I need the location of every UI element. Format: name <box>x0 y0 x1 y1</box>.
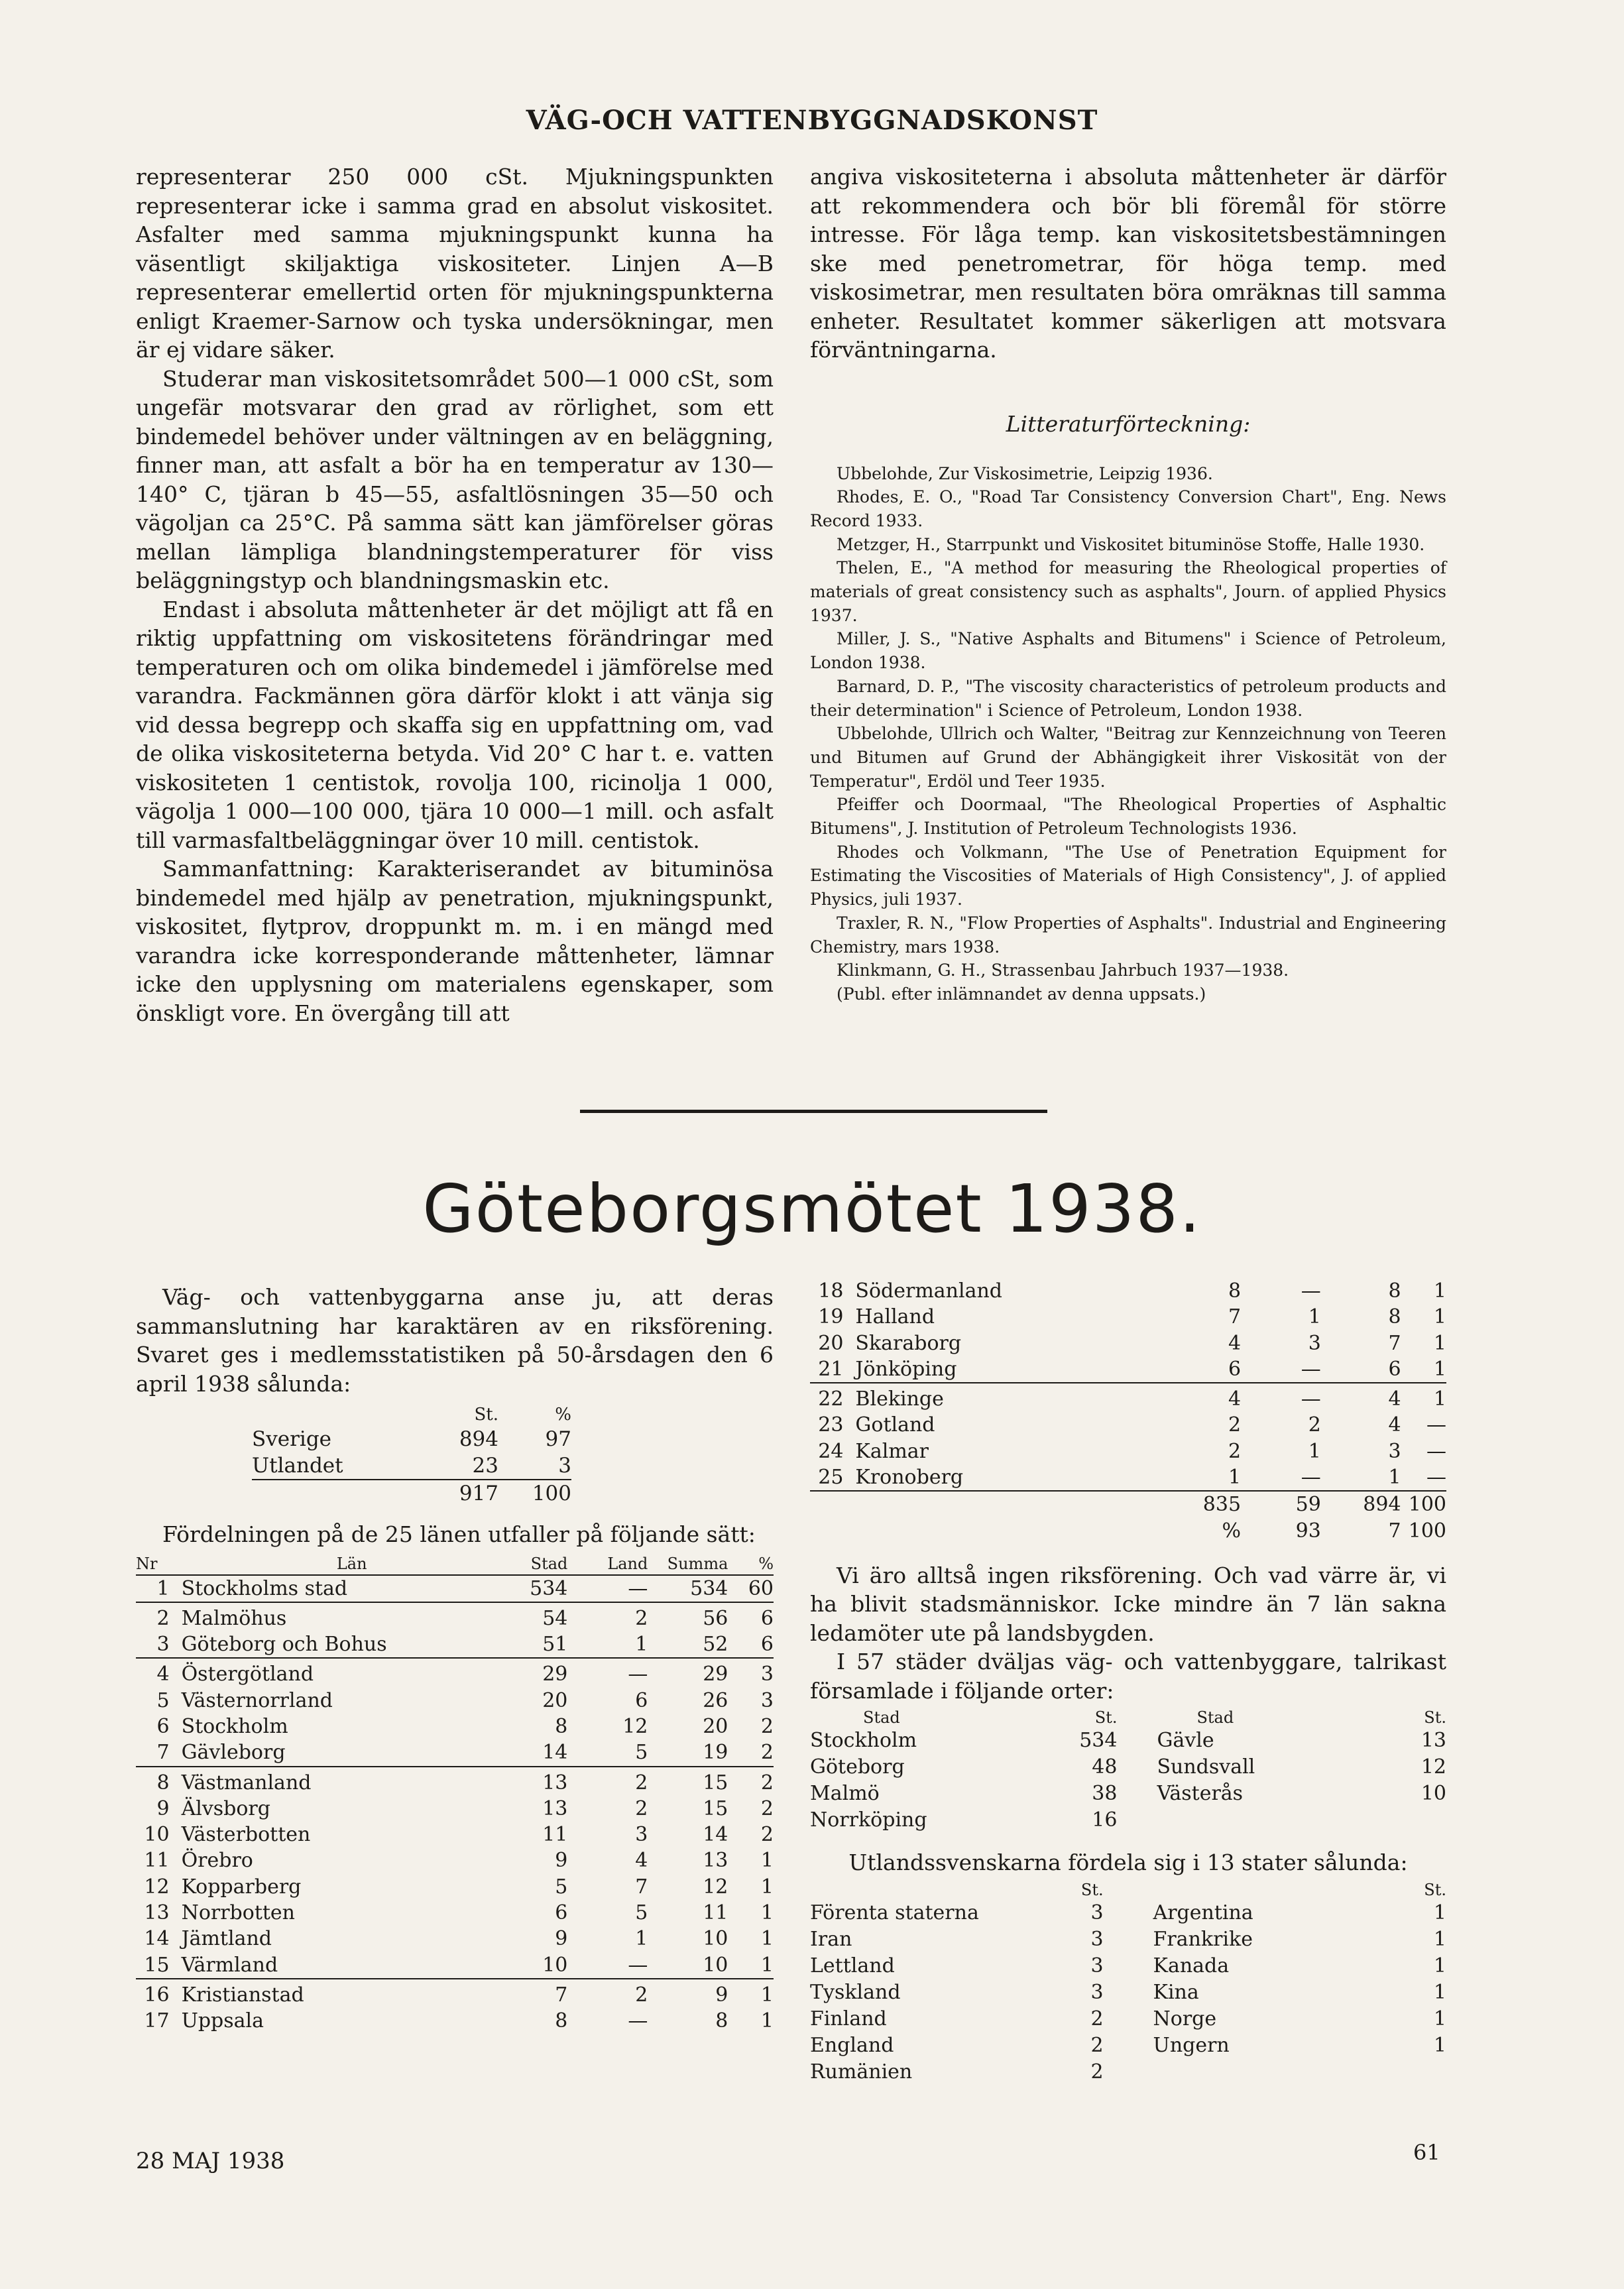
table-cell: 3 <box>760 1688 774 1712</box>
table-cell: 1 <box>760 2009 774 2033</box>
table-cell: 22 <box>810 1383 855 1412</box>
table-cell: 6 <box>555 1901 568 1925</box>
table-cell: 534 <box>690 1576 728 1600</box>
table-row <box>136 1688 774 1714</box>
table-cell: 2 <box>567 1767 648 1796</box>
table-cell: 10 <box>703 1927 728 1951</box>
table-total-row: 917 100 <box>252 1480 571 1507</box>
table-cell: 4 <box>635 1849 648 1873</box>
table-cell: 12 <box>703 1875 728 1899</box>
table-percent-row <box>810 1518 1446 1544</box>
table-cell: — <box>1426 1413 1446 1437</box>
table-cell: 10 <box>703 1953 728 1977</box>
table-cell: 14 <box>542 1741 568 1765</box>
table-cell: 1 <box>635 1927 648 1951</box>
table-cell: 13 <box>703 1849 728 1873</box>
table-cell: 9 <box>156 1796 170 1820</box>
county-name: Älvsborg <box>181 1796 270 1820</box>
table-cell: 100 <box>1408 1519 1446 1543</box>
county-name: Blekinge <box>855 1383 1195 1412</box>
table-cell: 5 <box>555 1875 568 1899</box>
county-name: Västernorrland <box>181 1688 333 1712</box>
table-cell: 7 <box>635 1875 648 1899</box>
county-name: Västerbotten <box>181 1823 311 1847</box>
table-row <box>136 1602 774 1631</box>
table-row <box>136 1658 774 1687</box>
table-row <box>136 1952 774 1979</box>
table-total-row <box>810 1491 1446 1517</box>
county-name: Uppsala <box>181 2009 264 2033</box>
table-cell: 9 <box>555 1927 568 1951</box>
table-cell: 2 <box>567 1979 648 2008</box>
table-cell: 19 <box>818 1305 844 1329</box>
table-cell: 2 <box>1308 1413 1321 1437</box>
table-cell: 10 <box>144 1823 170 1847</box>
table-cell: 1 <box>760 1901 774 1925</box>
table-row: Stockholm 534 Gävle 13 <box>810 1729 1446 1753</box>
table-cell: 3 <box>728 1658 774 1687</box>
table-cell: 4 <box>1196 1383 1241 1412</box>
cities-intro: I 57 städer dväljas väg- och vattenbyggare, talrikast församlade i följande orter: <box>810 1649 1446 1704</box>
table-cell: 24 <box>818 1439 844 1463</box>
running-header: VÄG-OCH VATTENBYGGNADSKONST <box>526 105 1098 136</box>
table-row <box>136 1926 774 1952</box>
reference-item: Rhodes och Volkmann, "The Use of Penetration Equipment for Estimating the Viscosities of Materials of High Consistency", J. of applied Physics, juli 1937. <box>810 842 1446 910</box>
table-row <box>810 1438 1446 1464</box>
article-paragraph: angiva viskositeterna i absoluta måttenheter är därför att rekommendera och bör bli föremål för större intresse. För låga temp. kan viskositetsbestämningen ske med penetrometrar, för höga temp. med viskosimetrar, men resultaten böra omräknas till samma enheter. Resultatet kommer säkerligen att motsvara förväntningarna. <box>810 164 1446 363</box>
table-cell: — <box>628 1953 648 1977</box>
table-cell: 14 <box>703 1823 728 1847</box>
table-row: Norrköping 16 <box>810 1808 1118 1832</box>
table-cell: 21 <box>818 1357 844 1381</box>
column-header: St. <box>1424 1708 1446 1728</box>
table-cell: 11 <box>542 1823 568 1847</box>
county-name: Västmanland <box>182 1767 522 1796</box>
table-row: Utlandet 23 3 <box>252 1454 571 1478</box>
table-cell: 11 <box>144 1849 170 1873</box>
table-cell: 8 <box>1388 1305 1401 1329</box>
reference-item: Thelen, E., "A method for measuring the Rheological properties of materials of great consistency such as asphalts", Journ. of applied Physics 1937. <box>810 558 1446 625</box>
table-row <box>810 1304 1446 1330</box>
table-row <box>810 1412 1446 1438</box>
county-name: Stockholm <box>181 1714 288 1738</box>
table-cell: 4 <box>136 1658 182 1687</box>
article-paragraph: Endast i absoluta måttenheter är det möjligt att få en riktig uppfattning om viskositetens förändringar med temperaturen och om olika bindemedel i jämförelse med varandra. Fackmännen göra därför klokt i att vänja sig vid dessa begrepp och skaffa sig en uppfattning om, vad de olika viskositeterna betyda. Vid 20° C har t. e. vatten viskositeten 1 centistok, rovolja 100, ricinolja 1 000, vägolja 1 000—100 000, tjära 10 000—1 mill. och asfalt till varmasfaltbeläggningar över 10 mill. centistok. <box>136 596 774 853</box>
table-cell: 1 <box>760 1875 774 1899</box>
article-paragraph: representerar 250 000 cSt. Mjukningspunkten representerar icke i samma grad en absolut viskositet. Asfalter med samma mjukningspunkt kunna ha väsentligt skiljaktiga viskositeter. Linjen A—B representerar emellertid orten för mjukningspunkterna enligt Kraemer-Sarnow och tyska undersökningar, men är ej vidare säker. <box>136 164 774 363</box>
table-cell: 2 <box>760 1741 774 1765</box>
table-cell: 18 <box>818 1279 844 1303</box>
table-cell: 1 <box>760 1849 774 1873</box>
reference-item: Klinkmann, G. H., Strassenbau Jahrbuch 1937—1938. <box>837 961 1289 980</box>
table-cell: 8 <box>1388 1279 1401 1303</box>
article-paragraph: Sammanfattning: Karakteriserandet av bituminösa bindemedel med hjälp av penetration, mjukningspunkt, viskositet, flytprov, droppunkt m. m. i en mängd med varandra icke korresponderande måttenheter, lämnar icke den upplysning om materialens egenskaper, som önskligt vore. En övergång till att <box>136 856 774 1026</box>
table-row <box>136 1848 774 1873</box>
column-header: Summa <box>648 1553 728 1575</box>
column-header: Stad <box>1196 1708 1234 1728</box>
table-cell: 1 <box>1433 1305 1446 1329</box>
table-cell: 1 <box>635 1633 648 1657</box>
table-row <box>136 1631 774 1658</box>
table-row <box>136 1900 774 1926</box>
county-name: Östergötland <box>182 1658 522 1687</box>
table-cell: 20 <box>542 1688 568 1712</box>
table-cell: 23 <box>818 1413 844 1437</box>
table-cell: 1 <box>1433 1279 1446 1303</box>
table-row <box>810 1383 1446 1412</box>
table-row: Tyskland 3 Kina 1 <box>810 1980 1446 2004</box>
table-row: Förenta staterna 3 Argentina 1 <box>810 1901 1446 1924</box>
table-cell: 1 <box>1308 1439 1321 1463</box>
table-cell: 29 <box>648 1658 728 1687</box>
states-intro: Utlandssvenskarna fördela sig i 13 stater sålunda: <box>848 1849 1408 1876</box>
county-table-continued <box>810 1278 1446 1544</box>
table-cell: 894 <box>1321 1491 1401 1517</box>
table-row <box>810 1464 1446 1491</box>
table-cell: — <box>628 2009 648 2033</box>
column-header: Land <box>567 1553 648 1575</box>
table-cell: 25 <box>818 1466 844 1490</box>
table-cell: 7 <box>1228 1305 1242 1329</box>
column-header: St. <box>474 1405 498 1425</box>
county-name: Malmöhus <box>182 1602 522 1631</box>
article-title: Göteborgsmötet 1938. <box>422 1170 1202 1248</box>
table-cell: 6 <box>635 1688 648 1712</box>
table-cell: — <box>628 1576 648 1600</box>
table-row <box>136 1874 774 1900</box>
table-cell: 56 <box>648 1602 728 1631</box>
table-cell: 5 <box>635 1901 648 1925</box>
table-cell: 17 <box>144 2009 170 2033</box>
county-name: Jämtland <box>181 1927 272 1951</box>
table-cell: 6 <box>1388 1357 1401 1381</box>
table-cell: — <box>1426 1466 1446 1490</box>
membership-table <box>252 1403 571 1507</box>
article-left-column <box>136 162 774 1027</box>
table-cell: 51 <box>542 1633 568 1657</box>
table-cell: 3 <box>635 1823 648 1847</box>
reference-item: Metzger, H., Starrpunkt und Viskositet bituminöse Stoffe, Halle 1930. <box>837 534 1425 554</box>
table-row: Malmö 38 Västerås 10 <box>810 1782 1446 1806</box>
column-header: St. <box>1094 1708 1118 1728</box>
table-cell: 13 <box>522 1767 568 1796</box>
reference-item: Traxler, R. N., "Flow Properties of Asphalts". Industrial and Engineering Chemistry, mars 1938. <box>810 913 1446 957</box>
intro-paragraph: Väg- och vattenbyggarna anse ju, att deras sammanslutning har karaktären av en riksförening. Svaret ges i medlemsstatistiken på 50-årsdagen den 6 april 1938 sålunda: <box>136 1284 774 1397</box>
column-header: St. <box>1080 1880 1104 1899</box>
county-name: Jönköping <box>855 1357 957 1381</box>
county-name: Kronoberg <box>855 1466 964 1490</box>
column-header: % <box>728 1553 774 1575</box>
table-cell: 2 <box>1228 1439 1242 1463</box>
table-cell: 7 <box>1388 1519 1401 1543</box>
county-name: Göteborg och Bohus <box>181 1633 387 1657</box>
table-cell: 5 <box>635 1741 648 1765</box>
table-cell: 1 <box>728 1979 774 2008</box>
column-header: % <box>555 1405 571 1425</box>
table-cell: 14 <box>144 1927 170 1951</box>
table-row: Lettland 3 Kanada 1 <box>810 1954 1446 1977</box>
table-cell: 6 <box>728 1602 774 1631</box>
table-cell: 1 <box>760 1953 774 1977</box>
reference-item: Rhodes, E. O., "Road Tar Consistency Conversion Chart", Eng. News Record 1933. <box>810 487 1446 530</box>
section-divider <box>580 1110 1047 1113</box>
table-row <box>136 1979 774 2008</box>
table-cell: 29 <box>522 1658 568 1687</box>
references-heading: Litteraturförteckning: <box>1006 410 1251 437</box>
table-cell: 8 <box>1228 1279 1242 1303</box>
table-cell: 19 <box>703 1741 728 1765</box>
table-row: Rumänien 2 <box>810 2060 1104 2084</box>
table-cell: 7 <box>156 1741 170 1765</box>
table-cell: 8 <box>715 2009 728 2033</box>
table-cell: 1 <box>1308 1305 1321 1329</box>
county-name: Norrbotten <box>181 1901 296 1925</box>
county-name: Stockholms stad <box>181 1576 348 1600</box>
table-cell: 20 <box>703 1714 728 1738</box>
table-cell: 20 <box>818 1331 844 1355</box>
table-cell: 13 <box>144 1901 170 1925</box>
county-table <box>136 1553 774 2034</box>
county-name: Södermanland <box>855 1279 1002 1303</box>
table-row <box>136 1767 774 1796</box>
table-cell: 9 <box>648 1979 728 2008</box>
county-name: Halland <box>855 1305 935 1329</box>
table-cell: 2 <box>1228 1413 1242 1437</box>
table-cell: 12 <box>144 1875 170 1899</box>
table-row: Iran 3 Frankrike 1 <box>810 1927 1446 1951</box>
table-cell: 4 <box>1321 1383 1401 1412</box>
table-cell: 52 <box>703 1633 728 1657</box>
table-cell: 2 <box>760 1714 774 1738</box>
footer-date: 28 MAJ 1938 <box>136 2148 285 2174</box>
table-cell: — <box>567 1658 648 1687</box>
table-cell: 54 <box>522 1602 568 1631</box>
county-name: Kopparberg <box>181 1875 302 1899</box>
reference-item: Ubbelohde, Ullrich och Walter, "Beitrag zur Kennzeichnung von Teeren und Bitumen auf Grund der Abhängigkeit ihrer Viskosität von der Temperatur", Erdöl und Teer 1935. <box>810 724 1446 791</box>
table-cell: 2 <box>635 1796 648 1820</box>
table-row <box>136 1714 774 1739</box>
county-name: Gävleborg <box>181 1741 286 1765</box>
table-cell: 1 <box>1401 1383 1446 1412</box>
column-header: Nr <box>136 1553 182 1575</box>
column-header: Län <box>182 1553 522 1575</box>
table-row: England 2 Ungern 1 <box>810 2033 1446 2057</box>
reference-item: Barnard, D. P., "The viscosity characteristics of petroleum products and their determination" i Science of Petroleum, London 1938. <box>810 676 1446 720</box>
table-cell: 7 <box>522 1979 568 2008</box>
table-cell: 15 <box>144 1953 170 1977</box>
table-cell: 13 <box>542 1796 568 1820</box>
table-row: Göteborg 48 Sundsvall 12 <box>810 1755 1446 1779</box>
table-cell: 60 <box>748 1576 774 1600</box>
table-cell: 4 <box>1388 1413 1401 1437</box>
county-name: Gotland <box>855 1413 935 1437</box>
table-cell: 26 <box>703 1688 728 1712</box>
table-cell: 9 <box>555 1849 568 1873</box>
table-cell: 1 <box>1388 1466 1401 1490</box>
statistics-right-column <box>810 1278 1446 2085</box>
table-cell: 93 <box>1295 1519 1321 1543</box>
table-cell: 2 <box>567 1602 648 1631</box>
table-cell: 15 <box>703 1796 728 1820</box>
table-row <box>810 1356 1446 1383</box>
table-row <box>810 1278 1446 1304</box>
table-cell: — <box>1241 1383 1321 1412</box>
table-cell: 2 <box>760 1823 774 1847</box>
cities-table <box>810 1708 1446 1834</box>
column-header: Stad <box>863 1708 900 1728</box>
county-name: Kristianstad <box>182 1979 522 2008</box>
conclusion-paragraph: Vi äro alltså ingen riksförening. Och vad värre är, vi ha blivit stadsmänniskor. Icke mindre än 7 län sakna ledamöter ute på landsbygden. <box>810 1562 1446 1646</box>
county-name: Örebro <box>181 1849 253 1873</box>
table-cell: 835 <box>1196 1491 1241 1517</box>
table-cell: 3 <box>156 1633 170 1657</box>
table-cell: 1 <box>1433 1357 1446 1381</box>
table-row <box>136 1739 774 1766</box>
table-cell: 1 <box>1228 1466 1242 1490</box>
table-cell: 100 <box>1401 1491 1446 1517</box>
table-cell: 2 <box>136 1602 182 1631</box>
table-cell: 16 <box>136 1979 182 2008</box>
article-right-column <box>810 162 1446 1006</box>
table-row: Finland 2 Norge 1 <box>810 2007 1446 2030</box>
table-cell: 1 <box>760 1927 774 1951</box>
reference-item: Pfeiffer och Doormaal, "The Rheological Properties of Asphaltic Bitumens", J. Institution of Petroleum Technologists 1936. <box>810 795 1446 839</box>
table-cell: — <box>1426 1439 1446 1463</box>
table-cell: 59 <box>1241 1491 1321 1517</box>
table-cell: — <box>1301 1357 1321 1381</box>
table-cell: 8 <box>555 1714 568 1738</box>
states-table <box>810 1880 1446 2085</box>
distribution-intro: Fördelningen på de 25 länen utfaller på följande sätt: <box>162 1521 756 1547</box>
table-cell: 1 <box>156 1576 170 1600</box>
table-row <box>136 1796 774 1822</box>
table-cell: 3 <box>1308 1331 1321 1355</box>
reference-item: Ubbelohde, Zur Viskosimetrie, Leipzig 1936. <box>837 463 1213 483</box>
table-cell: 4 <box>1228 1331 1242 1355</box>
reference-list <box>810 462 1446 1006</box>
table-cell: — <box>1301 1466 1321 1490</box>
county-name: Skaraborg <box>855 1331 962 1355</box>
table-cell: 2 <box>728 1767 774 1796</box>
table-cell: 5 <box>156 1688 170 1712</box>
county-name: Kalmar <box>855 1439 929 1463</box>
table-cell: 11 <box>703 1901 728 1925</box>
article-paragraph: Studerar man viskositetsområdet 500—1 000 cSt, som ungefär motsvarar den grad av rörlighet, som ett bindemedel behöver under vältningen av en beläggning, finner man, att asfalt a bör ha en temperatur av 130—140° C, tjäran b 45—55, asfaltlösningen 35—50 och vägoljan ca 25°C. På samma sätt kan jämförelser göras mellan lämpliga blandningstemperaturer för viss beläggningstyp och blandningsmaskin etc. <box>136 365 774 593</box>
table-cell: 2 <box>760 1796 774 1820</box>
reference-item: Miller, J. S., "Native Asphalts and Bitumens" i Science of Petroleum, London 1938. <box>810 629 1446 673</box>
reference-item: (Publ. efter inlämnandet av denna uppsats.) <box>837 984 1206 1004</box>
table-cell: 10 <box>542 1953 568 1977</box>
table-row <box>136 2008 774 2034</box>
table-cell: 6 <box>156 1714 170 1738</box>
table-cell: 8 <box>136 1767 182 1796</box>
statistics-left-column <box>136 1283 774 2034</box>
table-cell: 8 <box>555 2009 568 2033</box>
table-cell: — <box>1301 1279 1321 1303</box>
table-cell: 534 <box>530 1576 568 1600</box>
county-name: Värmland <box>181 1953 278 1977</box>
table-row: Sverige 894 97 <box>252 1427 571 1451</box>
table-cell: 6 <box>760 1633 774 1657</box>
table-cell: % <box>1222 1519 1242 1543</box>
table-cell: 1 <box>1433 1331 1446 1355</box>
column-header: Stad <box>522 1553 568 1575</box>
table-cell: 6 <box>1228 1357 1242 1381</box>
table-cell: 7 <box>1388 1331 1401 1355</box>
table-cell: 12 <box>622 1714 648 1738</box>
table-cell: 15 <box>648 1767 728 1796</box>
table-row <box>136 1575 774 1602</box>
page-number: 61 <box>1413 2140 1440 2165</box>
table-row <box>136 1822 774 1848</box>
table-row <box>810 1330 1446 1356</box>
table-cell: 3 <box>1388 1439 1401 1463</box>
column-header: St. <box>1424 1880 1446 1899</box>
